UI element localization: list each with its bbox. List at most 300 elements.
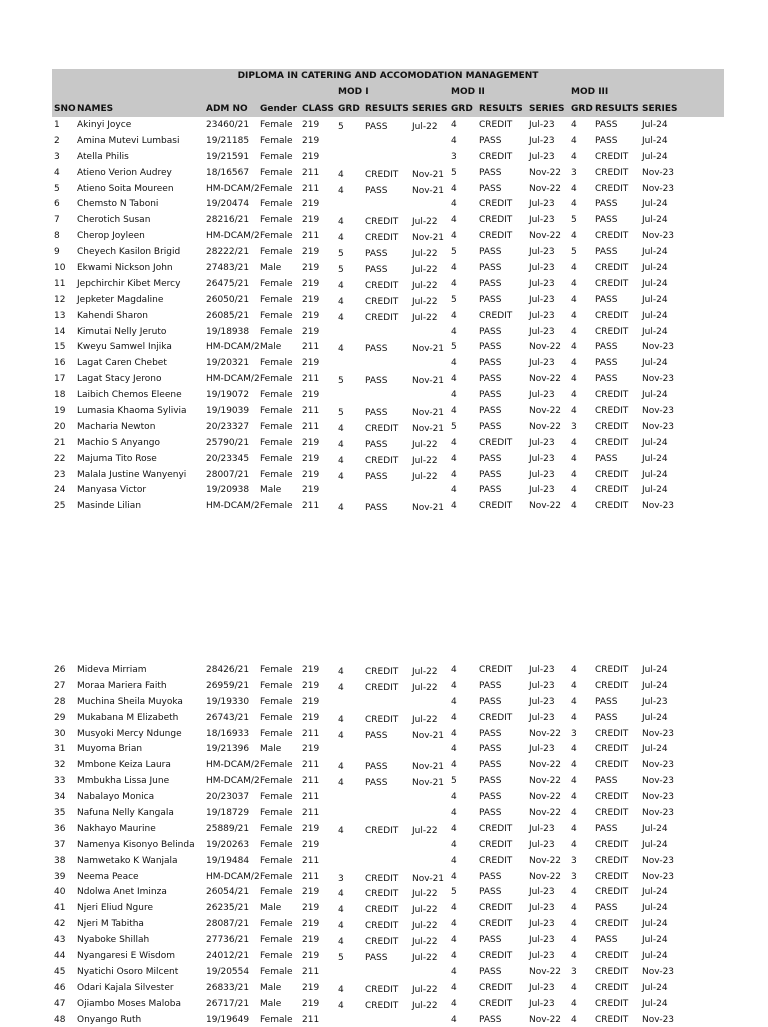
table-row: [52, 244, 724, 260]
cell-mod2-results: PASS: [479, 485, 502, 496]
cell-mod2-grd: 5: [451, 294, 457, 305]
cell-sno: 10: [54, 263, 66, 274]
cell-gender: Male: [260, 744, 282, 755]
cell-gender: Female: [260, 247, 293, 258]
cell-mod3-grd: 4: [571, 199, 577, 210]
cell-mod2-results: CREDIT: [479, 199, 513, 210]
col-mod3-results: RESULTS: [595, 104, 639, 114]
cell-sno: 26: [54, 665, 66, 675]
cell-mod1-results: CREDIT: [365, 1000, 399, 1011]
cell-sno: 36: [54, 823, 66, 834]
cell-mod1-results: PASS: [365, 185, 388, 196]
cell-mod1-series: Nov-21: [412, 344, 445, 355]
cell-mod1-results: CREDIT: [365, 169, 399, 180]
cell-mod2-results: PASS: [479, 374, 502, 385]
cell-mod2-results: CREDIT: [479, 437, 513, 448]
cell-mod1-series: Nov-21: [412, 778, 445, 789]
cell-mod2-results: PASS: [479, 390, 502, 401]
cell-name: Akinyi Joyce: [77, 120, 132, 130]
cell-mod3-series: Nov-23: [642, 406, 675, 417]
cell-sno: 39: [54, 871, 66, 882]
cell-gender: Female: [260, 871, 293, 882]
cell-class: 219: [302, 982, 320, 993]
cell-class: 219: [302, 935, 320, 946]
table-row: [52, 805, 724, 821]
cell-name: Namenya Kisonyo Belinda: [77, 839, 195, 850]
cell-mod2-series: Nov-22: [529, 167, 562, 178]
results-sheet: [52, 69, 724, 1025]
cell-gender: Female: [260, 135, 293, 146]
cell-name: Atieno Verion Audrey: [77, 167, 172, 178]
table-row: [52, 308, 724, 324]
cell-mod3-series: Nov-23: [642, 808, 675, 819]
cell-mod1-series: Jul-22: [412, 682, 438, 693]
cell-mod1-series: Nov-21: [412, 762, 445, 773]
cell-sno: 32: [54, 760, 66, 771]
cell-mod1-results: CREDIT: [365, 280, 399, 291]
cell-mod2-results: PASS: [479, 792, 502, 803]
cell-mod3-results: PASS: [595, 712, 618, 723]
cell-class: 219: [302, 903, 320, 914]
cell-mod2-series: Nov-22: [529, 183, 562, 194]
cell-mod3-results: CREDIT: [595, 231, 629, 242]
cell-name: Kahendi Sharon: [77, 310, 148, 321]
cell-adm-no: 19/21185: [206, 135, 250, 146]
cell-mod3-grd: 3: [571, 167, 577, 178]
cell-name: Kweyu Samwel Injika: [77, 342, 172, 353]
cell-gender: Female: [260, 839, 293, 850]
cell-sno: 3: [54, 151, 60, 162]
cell-mod3-series: Jul-24: [642, 982, 668, 993]
cell-adm-no: 20/23327: [206, 421, 250, 432]
table-row: [52, 980, 724, 996]
cell-mod3-results: PASS: [595, 935, 618, 946]
cell-sno: 7: [54, 215, 60, 226]
cell-name: Jepchirchir Kibet Mercy: [77, 278, 181, 289]
cell-mod3-results: CREDIT: [595, 919, 629, 930]
cell-mod1-results: CREDIT: [365, 682, 399, 693]
cell-adm-no: 23460/21: [206, 120, 250, 130]
cell-mod3-grd: 4: [571, 294, 577, 305]
cell-gender: Male: [260, 485, 282, 496]
cell-class: 211: [302, 421, 320, 432]
cell-mod3-grd: 4: [571, 501, 577, 512]
cell-mod1-series: Jul-22: [412, 471, 438, 482]
cell-mod1-grd: 4: [338, 667, 344, 677]
cell-mod1-series: Jul-22: [412, 439, 438, 450]
cell-mod1-grd: 4: [338, 280, 344, 291]
cell-mod1-results: PASS: [365, 471, 388, 482]
cell-mod2-series: Jul-23: [529, 982, 555, 993]
cell-adm-no: 26475/21: [206, 278, 250, 289]
cell-mod3-series: Nov-23: [642, 760, 675, 771]
cell-mod2-results: PASS: [479, 966, 502, 977]
cell-mod2-series: Jul-23: [529, 278, 555, 289]
cell-adm-no: HM-DCAM/2: [206, 871, 260, 882]
cell-gender: Female: [260, 326, 293, 337]
cell-class: 211: [302, 406, 320, 417]
cell-adm-no: 19/19484: [206, 855, 250, 866]
cell-class: 211: [302, 966, 320, 977]
table-row: [52, 482, 724, 498]
cell-sno: 38: [54, 855, 66, 866]
module-2-heading: MOD II: [451, 87, 485, 97]
cell-name: Mukabana M Elizabeth: [77, 712, 179, 723]
cell-gender: Female: [260, 183, 293, 194]
cell-mod3-results: CREDIT: [595, 278, 629, 289]
cell-gender: Female: [260, 1014, 293, 1025]
cell-sno: 35: [54, 808, 66, 819]
cell-gender: Female: [260, 278, 293, 289]
cell-mod3-results: CREDIT: [595, 469, 629, 480]
cell-mod3-series: Jul-24: [642, 135, 668, 146]
cell-mod1-grd: 5: [338, 953, 344, 964]
cell-mod2-series: Nov-22: [529, 501, 562, 512]
cell-class: 211: [302, 760, 320, 771]
cell-mod3-results: CREDIT: [595, 855, 629, 866]
table-row: [52, 419, 724, 435]
cell-mod3-series: Nov-23: [642, 966, 675, 977]
table-row: [52, 196, 724, 212]
cell-mod2-series: Nov-22: [529, 808, 562, 819]
cell-mod2-grd: 4: [451, 855, 457, 866]
cell-mod2-series: Jul-23: [529, 744, 555, 755]
cell-mod3-results: PASS: [595, 358, 618, 369]
cell-class: 211: [302, 1014, 320, 1025]
cell-mod2-grd: 4: [451, 278, 457, 289]
cell-sno: 31: [54, 744, 66, 755]
cell-sno: 15: [54, 342, 66, 353]
cell-mod2-results: PASS: [479, 887, 502, 898]
cell-mod2-results: CREDIT: [479, 151, 513, 162]
cell-adm-no: 19/19039: [206, 406, 250, 417]
cell-mod1-series: Jul-22: [412, 249, 438, 260]
cell-name: Laibich Chemos Eleene: [77, 390, 182, 401]
cell-name: Ndolwa Anet Iminza: [77, 887, 167, 898]
col-mod3-series: SERIES: [642, 104, 678, 114]
cell-mod1-series: Nov-21: [412, 376, 445, 387]
cell-name: Neema Peace: [77, 871, 139, 882]
cell-mod1-series: Jul-22: [412, 937, 438, 948]
table-row: [52, 789, 724, 805]
cell-mod1-series: Jul-22: [412, 296, 438, 307]
cell-mod3-series: Jul-24: [642, 437, 668, 448]
cell-adm-no: 19/19649: [206, 1014, 250, 1025]
cell-mod2-results: CREDIT: [479, 998, 513, 1009]
cell-mod3-grd: 4: [571, 1014, 577, 1025]
cell-class: 219: [302, 263, 320, 274]
table-row: [52, 932, 724, 948]
cell-mod2-series: Jul-23: [529, 151, 555, 162]
cell-mod2-results: CREDIT: [479, 231, 513, 242]
cell-mod1-results: CREDIT: [365, 455, 399, 466]
cell-name: Moraa Mariera Faith: [77, 680, 167, 691]
cell-adm-no: 19/18938: [206, 326, 250, 337]
cell-mod3-grd: 4: [571, 712, 577, 723]
cell-sno: 27: [54, 680, 66, 691]
cell-mod2-series: Jul-23: [529, 390, 555, 401]
cell-mod1-series: Jul-22: [412, 667, 438, 677]
cell-class: 211: [302, 231, 320, 242]
cell-sno: 47: [54, 998, 66, 1009]
cell-mod3-series: Nov-23: [642, 1014, 675, 1025]
cell-class: 211: [302, 792, 320, 803]
cell-mod2-grd: 5: [451, 887, 457, 898]
table-header: [52, 69, 724, 117]
col-names: NAMES: [77, 104, 114, 114]
table-row: [52, 916, 724, 932]
cell-name: Mmbone Keiza Laura: [77, 760, 171, 771]
cell-gender: Female: [260, 966, 293, 977]
cell-mod3-series: Jul-24: [642, 823, 668, 834]
cell-class: 219: [302, 247, 320, 258]
cell-name: Cherop Joyleen: [77, 231, 145, 242]
cell-mod3-series: Jul-24: [642, 263, 668, 274]
cell-mod1-results: PASS: [365, 762, 388, 773]
table-row: [52, 741, 724, 757]
cell-mod3-results: PASS: [595, 776, 618, 787]
cell-sno: 41: [54, 903, 66, 914]
cell-gender: Female: [260, 294, 293, 305]
table-row: [52, 694, 724, 710]
cell-mod3-series: Nov-23: [642, 792, 675, 803]
cell-mod2-results: PASS: [479, 263, 502, 274]
cell-mod3-series: Jul-24: [642, 310, 668, 321]
cell-mod3-series: Nov-23: [642, 231, 675, 242]
cell-mod1-grd: 4: [338, 296, 344, 307]
cell-class: 219: [302, 310, 320, 321]
cell-class: 219: [302, 294, 320, 305]
table-body-page-2: [52, 662, 724, 1027]
cell-gender: Female: [260, 215, 293, 226]
cell-mod1-series: Jul-22: [412, 905, 438, 916]
cell-mod3-grd: 4: [571, 839, 577, 850]
table-row: [52, 996, 724, 1012]
cell-gender: Female: [260, 887, 293, 898]
cell-gender: Female: [260, 823, 293, 834]
cell-mod2-grd: 5: [451, 776, 457, 787]
cell-class: 219: [302, 919, 320, 930]
cell-name: Nafuna Nelly Kangala: [77, 808, 174, 819]
cell-mod3-results: CREDIT: [595, 760, 629, 771]
cell-mod1-series: Nov-21: [412, 873, 445, 884]
cell-mod1-grd: 4: [338, 455, 344, 466]
cell-mod2-results: PASS: [479, 935, 502, 946]
cell-mod1-grd: 4: [338, 889, 344, 900]
cell-sno: 14: [54, 326, 66, 337]
cell-adm-no: 19/21591: [206, 151, 250, 162]
cell-mod3-series: Jul-24: [642, 712, 668, 723]
cell-mod3-grd: 5: [571, 215, 577, 226]
cell-class: 219: [302, 823, 320, 834]
cell-mod1-results: PASS: [365, 778, 388, 789]
cell-sno: 5: [54, 183, 60, 194]
cell-sno: 16: [54, 358, 66, 369]
cell-mod1-results: PASS: [365, 408, 388, 419]
cell-class: 211: [302, 501, 320, 512]
cell-sno: 37: [54, 839, 66, 850]
cell-sno: 24: [54, 485, 66, 496]
cell-mod2-grd: 4: [451, 728, 457, 739]
cell-sno: 42: [54, 919, 66, 930]
cell-sno: 34: [54, 792, 66, 803]
cell-name: Ojiambo Moses Maloba: [77, 998, 182, 1009]
cell-mod2-series: Nov-22: [529, 231, 562, 242]
cell-adm-no: 19/20938: [206, 485, 250, 496]
cell-mod3-results: PASS: [595, 294, 618, 305]
table-row: [52, 773, 724, 789]
cell-mod2-series: Jul-23: [529, 294, 555, 305]
cell-sno: 25: [54, 501, 66, 512]
cell-mod1-results: PASS: [365, 344, 388, 355]
cell-mod1-grd: 4: [338, 778, 344, 789]
cell-adm-no: 19/20554: [206, 966, 250, 977]
cell-mod3-results: CREDIT: [595, 437, 629, 448]
table-row: [52, 710, 724, 726]
module-1-heading: MOD I: [338, 87, 369, 97]
cell-mod2-results: PASS: [479, 278, 502, 289]
cell-mod3-grd: 4: [571, 823, 577, 834]
cell-mod2-results: CREDIT: [479, 120, 513, 130]
cell-mod2-grd: 4: [451, 680, 457, 691]
cell-mod3-series: Nov-23: [642, 855, 675, 866]
cell-adm-no: 26959/21: [206, 680, 250, 691]
cell-adm-no: 20/23037: [206, 792, 250, 803]
cell-gender: Female: [260, 231, 293, 242]
cell-mod2-results: CREDIT: [479, 215, 513, 226]
cell-sno: 22: [54, 453, 66, 464]
cell-class: 219: [302, 358, 320, 369]
cell-name: Onyango Ruth: [77, 1014, 142, 1025]
col-mod1-series: SERIES: [412, 104, 448, 114]
cell-gender: Female: [260, 935, 293, 946]
table-row: [52, 260, 724, 276]
table-row: [52, 1012, 724, 1027]
cell-mod3-grd: 4: [571, 903, 577, 914]
cell-mod3-grd: 4: [571, 390, 577, 401]
cell-mod1-results: PASS: [365, 439, 388, 450]
cell-sno: 19: [54, 406, 66, 417]
cell-mod1-results: PASS: [365, 953, 388, 964]
cell-name: Nyaboke Shillah: [77, 935, 150, 946]
cell-name: Kimutai Nelly Jeruto: [77, 326, 167, 337]
cell-mod3-grd: 4: [571, 982, 577, 993]
cell-mod2-grd: 4: [451, 135, 457, 146]
table-row: [52, 292, 724, 308]
cell-mod3-grd: 4: [571, 919, 577, 930]
cell-mod1-results: CREDIT: [365, 825, 399, 836]
cell-class: 219: [302, 135, 320, 146]
cell-mod3-grd: 4: [571, 935, 577, 946]
cell-class: 219: [302, 998, 320, 1009]
table-row: [52, 228, 724, 244]
table-row: [52, 726, 724, 742]
cell-mod1-series: Jul-22: [412, 122, 438, 132]
cell-mod2-results: CREDIT: [479, 823, 513, 834]
cell-mod3-results: PASS: [595, 374, 618, 385]
cell-name: Masinde Lilian: [77, 501, 142, 512]
cell-sno: 2: [54, 135, 60, 146]
cell-mod2-series: Jul-23: [529, 712, 555, 723]
cell-mod2-results: CREDIT: [479, 951, 513, 962]
cell-mod2-results: PASS: [479, 728, 502, 739]
cell-adm-no: 26235/21: [206, 903, 250, 914]
cell-class: 219: [302, 199, 320, 210]
table-row: [52, 900, 724, 916]
col-mod1-grd: GRD: [338, 104, 360, 114]
cell-gender: Female: [260, 696, 293, 707]
cell-adm-no: 19/20321: [206, 358, 250, 369]
cell-mod2-grd: 4: [451, 871, 457, 882]
cell-gender: Female: [260, 151, 293, 162]
cell-adm-no: 19/21396: [206, 744, 250, 755]
cell-sno: 48: [54, 1014, 66, 1025]
table-row: [52, 355, 724, 371]
cell-gender: Male: [260, 982, 282, 993]
cell-mod3-grd: 4: [571, 792, 577, 803]
cell-class: 219: [302, 278, 320, 289]
cell-mod1-grd: 4: [338, 682, 344, 693]
cell-mod2-results: PASS: [479, 680, 502, 691]
cell-mod2-grd: 4: [451, 823, 457, 834]
cell-mod1-grd: 4: [338, 233, 344, 244]
cell-mod3-results: CREDIT: [595, 167, 629, 178]
cell-adm-no: 19/19072: [206, 390, 250, 401]
cell-mod1-grd: 3: [338, 873, 344, 884]
table-row: [52, 435, 724, 451]
cell-sno: 44: [54, 951, 66, 962]
cell-class: 219: [302, 712, 320, 723]
cell-name: Muchina Sheila Muyoka: [77, 696, 183, 707]
cell-mod2-results: CREDIT: [479, 919, 513, 930]
table-row: [52, 869, 724, 885]
cell-mod3-grd: 4: [571, 151, 577, 162]
cell-mod3-series: Jul-24: [642, 935, 668, 946]
cell-mod1-grd: 5: [338, 408, 344, 419]
cell-gender: Female: [260, 310, 293, 321]
cell-mod2-series: Jul-23: [529, 326, 555, 337]
cell-mod3-results: PASS: [595, 823, 618, 834]
cell-mod2-grd: 4: [451, 183, 457, 194]
cell-mod2-results: PASS: [479, 1014, 502, 1025]
cell-name: Nabalayo Monica: [77, 792, 155, 803]
cell-mod3-series: Jul-24: [642, 120, 668, 130]
cell-mod2-series: Jul-23: [529, 120, 555, 130]
cell-mod3-results: PASS: [595, 199, 618, 210]
table-row: [52, 133, 724, 149]
cell-gender: Female: [260, 421, 293, 432]
cell-name: Malala Justine Wanyenyi: [77, 469, 187, 480]
cell-class: 211: [302, 776, 320, 787]
cell-mod1-results: CREDIT: [365, 937, 399, 948]
cell-mod1-grd: 5: [338, 122, 344, 132]
table-row: [52, 467, 724, 483]
cell-mod2-grd: 4: [451, 839, 457, 850]
cell-gender: Female: [260, 728, 293, 739]
cell-mod2-series: Nov-22: [529, 966, 562, 977]
cell-mod3-grd: 4: [571, 135, 577, 146]
cell-mod2-series: Nov-22: [529, 776, 562, 787]
cell-name: Macharia Newton: [77, 421, 156, 432]
cell-adm-no: 24012/21: [206, 951, 250, 962]
cell-mod1-series: Nov-21: [412, 408, 445, 419]
cell-mod1-series: Jul-22: [412, 265, 438, 276]
cell-mod2-results: CREDIT: [479, 310, 513, 321]
col-mod2-results: RESULTS: [479, 104, 523, 114]
cell-mod2-grd: 4: [451, 231, 457, 242]
cell-mod1-series: Nov-21: [412, 233, 445, 244]
cell-mod3-series: Nov-23: [642, 776, 675, 787]
